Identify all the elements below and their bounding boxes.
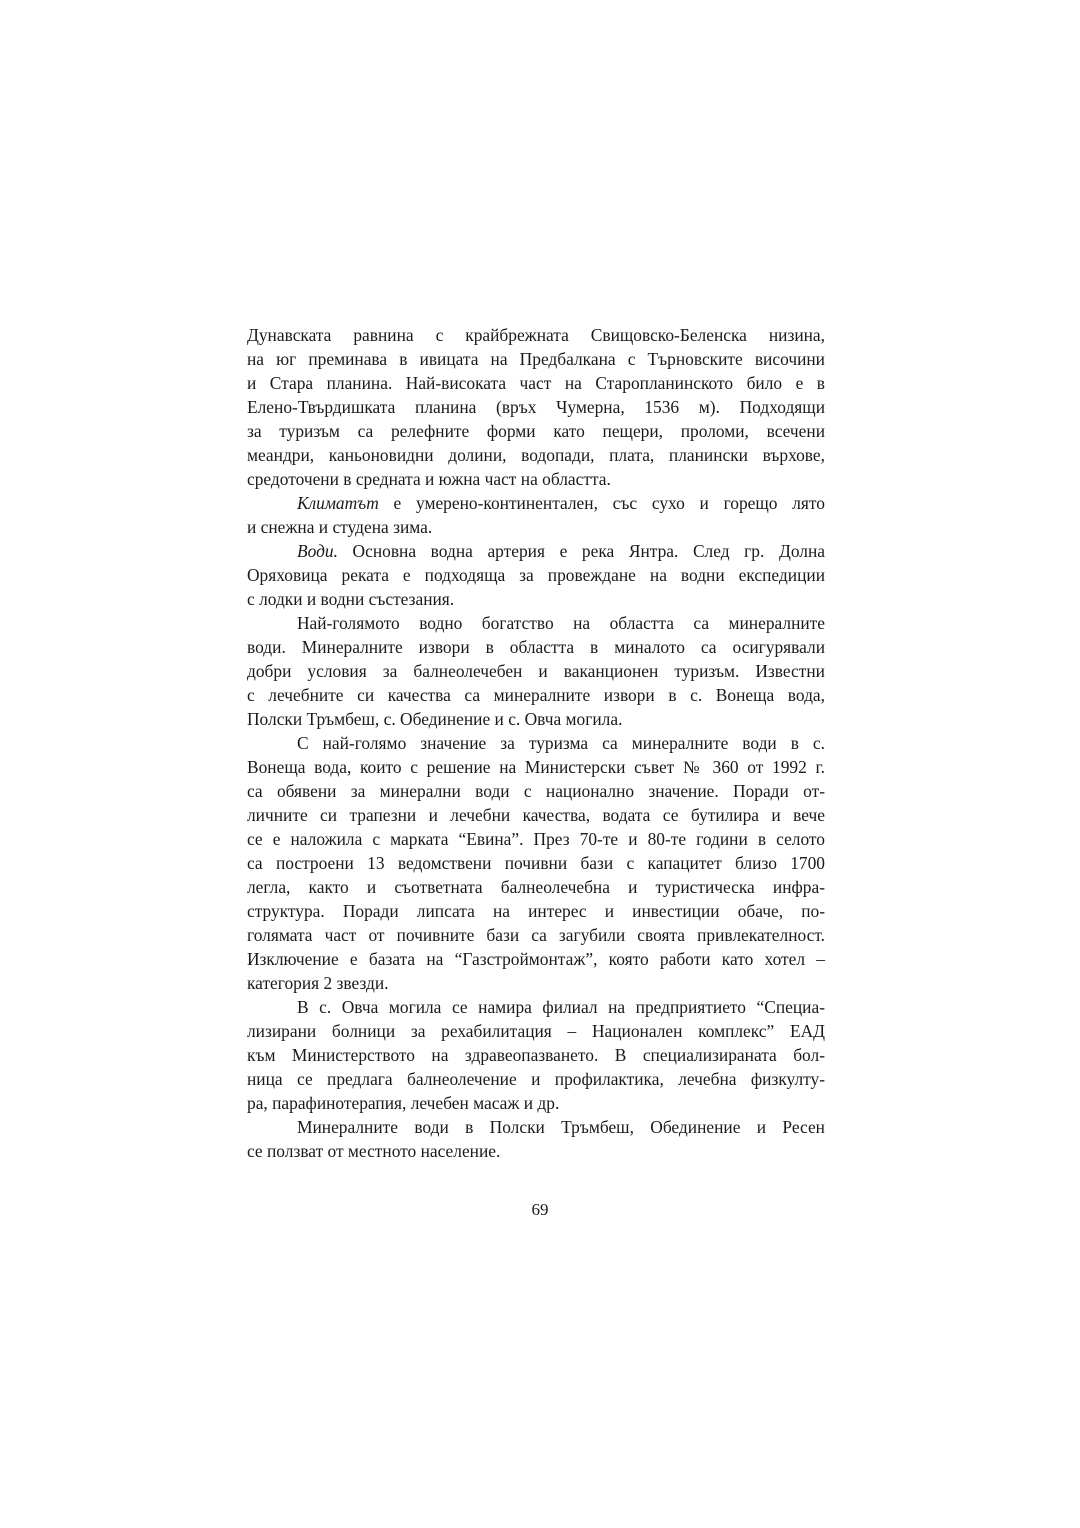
text-line [247, 899, 825, 923]
text-line [247, 635, 825, 659]
line-text: Минералните води в Полски Тръмбеш, Обединение и Ресен [297, 1117, 825, 1137]
line-text: Оряховица реката е подходяща за провеждане на водни експедиции [247, 565, 825, 585]
text-line [247, 467, 825, 491]
text-line [247, 1139, 825, 1163]
line-text: води. Минералните извори в областта в миналото са осигурявали [247, 637, 825, 657]
text-line [247, 419, 825, 443]
text-line [247, 491, 825, 515]
line-text: с лодки и водни състезания. [247, 589, 455, 609]
text-line [247, 371, 825, 395]
text-line [247, 971, 825, 995]
line-text: Вонеща вода, които с решение на Министерски съвет № 360 от 1992 г. [247, 757, 825, 777]
paragraph [247, 611, 825, 731]
text-line [247, 779, 825, 803]
line-text: Елено-Твърдишката планина (връх Чумерна, 1536 м). Подходящи [247, 397, 825, 417]
line-text: на юг преминава в ивицата на Предбалкана с Търновските височини [247, 349, 825, 369]
text-line [247, 755, 825, 779]
text-line [247, 827, 825, 851]
line-text: Най-голямото водно богатство на областта са минералните [297, 613, 825, 633]
text-line [247, 1043, 825, 1067]
line-text: средоточени в средната и южна част на областта. [247, 469, 611, 489]
line-text: С най-голямо значение за туризма са минералните води в с. [297, 733, 825, 753]
line-text: Изключение е базата на “Газстроймонтаж”, която работи като хотел – [247, 949, 825, 969]
text-line [247, 1115, 825, 1139]
line-text: Основна водна артерия е река Янтра. След гр. Долна [337, 541, 825, 561]
line-text: ница се предлага балнеолечение и профилактика, лечебна физкулту- [247, 1069, 825, 1089]
text-line [247, 947, 825, 971]
paragraph [247, 1115, 825, 1163]
line-text: към Министерството на здравеопазването. В специализираната бол- [247, 1045, 825, 1065]
text-line [247, 1019, 825, 1043]
text-line [247, 659, 825, 683]
text-line [247, 707, 825, 731]
line-text: и снежна и студена зима. [247, 517, 433, 537]
text-line [247, 587, 825, 611]
text-line [247, 923, 825, 947]
paragraph [247, 995, 825, 1115]
paragraph [247, 539, 825, 611]
line-text: меандри, каньоновидни долини, водопади, плата, планински върхове, [247, 445, 825, 465]
text-line [247, 851, 825, 875]
text-line [247, 995, 825, 1019]
line-text: лизирани болници за рехабилитация – Национален комплекс” ЕАД [247, 1021, 825, 1041]
line-text: Полски Тръмбеш, с. Обединение и с. Овча могила. [247, 709, 623, 729]
line-text: се е наложила с марката “Евина”. През 70-те и 80-те години в селото [247, 829, 825, 849]
paragraph [247, 731, 825, 995]
text-line [247, 515, 825, 539]
line-text: голямата част от почивните бази са загубили своята привлекателност. [247, 925, 825, 945]
text-line [247, 1091, 825, 1115]
text-line [247, 563, 825, 587]
text-line [247, 323, 825, 347]
line-text: за туризъм са релефните форми като пещери, проломи, всечени [247, 421, 825, 441]
italic-term: Води. [297, 541, 338, 561]
line-text: ра, парафинотерапия, лечебен масаж и др. [247, 1093, 560, 1113]
line-text: Дунавската равнина с крайбрежната Свищовско-Беленска низина, [247, 325, 825, 345]
paragraph [247, 323, 825, 491]
line-text: структура. Поради липсата на интерес и инвестиции обаче, по- [247, 901, 825, 921]
text-line [247, 683, 825, 707]
line-text: личните си трапезни и лечебни качества, водата се бутилира и вече [247, 805, 825, 825]
text-line [247, 1067, 825, 1091]
line-text: са построени 13 ведомствени почивни бази с капацитет близо 1700 [247, 853, 825, 873]
line-text: са обявени за минерални води с национално значение. Поради от- [247, 781, 825, 801]
italic-term: Климатът [297, 493, 379, 513]
line-text: с лечебните си качества са минералните извори в с. Вонеща вода, [247, 685, 825, 705]
text-line [247, 731, 825, 755]
body-text [247, 323, 825, 1163]
text-line [247, 395, 825, 419]
text-line [247, 611, 825, 635]
text-line [247, 803, 825, 827]
text-line [247, 875, 825, 899]
line-text: и Стара планина. Най-високата част на Старопланинското било е в [247, 373, 825, 393]
line-text: В с. Овча могила се намира филиал на предприятието “Специа- [297, 997, 825, 1017]
line-text: легла, както и съответната балнеолечебна и туристическа инфра- [247, 877, 825, 897]
line-text: се ползват от местното население. [247, 1141, 501, 1161]
text-line [247, 347, 825, 371]
page-number: 69 [531, 1200, 549, 1219]
paragraph [247, 491, 825, 539]
line-text: е умерено-континентален, със сухо и горещо лято [378, 493, 825, 513]
line-text: категория 2 звезди. [247, 973, 389, 993]
line-text: добри условия за балнеолечебен и ваканционен туризъм. Известни [247, 661, 825, 681]
text-line [247, 539, 825, 563]
text-line [247, 443, 825, 467]
